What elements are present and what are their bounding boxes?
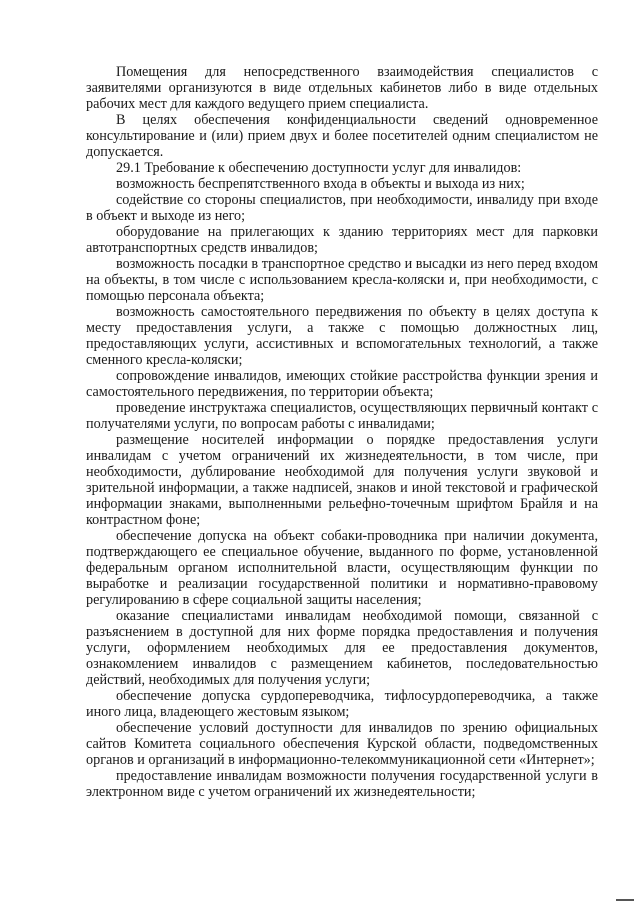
list-item-electronic: предоставление инвалидам возможности получения государственной услуги в электронном виде с учетом ограничений их жизнедеятельности; (86, 768, 598, 800)
list-item-entrance: возможность беспрепятственного входа в объекты и выхода из них; (116, 176, 525, 192)
list-item-sign-interpreter: обеспечение допуска сурдопереводчика, тифлосурдопереводчика, а также иного лица, владеющего жестовым языком; (86, 688, 598, 720)
paragraph-confidentiality: В целях обеспечения конфиденциальности сведений одновременное консультирование и (или) прием двух и более посетителей одним специалистом не допускается. (86, 112, 598, 160)
paragraph-section-29-1: 29.1 Требование к обеспечению доступности услуг для инвалидов: (116, 160, 522, 176)
scan-mark (616, 899, 634, 901)
list-item-movement: возможность самостоятельного передвижения по объекту в целях доступа к месту предоставления услуги, а также с помощью должностных лиц, предоставляющих услуги, ассистивных и вспомогательных технологий, а также сменного кресла-коляски; (86, 304, 598, 368)
list-item-parking: оборудование на прилегающих к зданию территориях мест для парковки автотранспортных средств инвалидов; (86, 224, 598, 256)
list-item-escort: сопровождение инвалидов, имеющих стойкие расстройства функции зрения и самостоятельного передвижения, по территории объекта; (86, 368, 598, 400)
list-item-briefing: проведение инструктажа специалистов, осуществляющих первичный контакт с получателями услуги, по вопросам работы с инвалидами; (86, 400, 598, 432)
list-item-information: размещение носителей информации о порядке предоставления услуги инвалидам с учетом ограничений их жизнедеятельности, в том числе, при необходимости, дублирование необходимой для получения услуги звуковой и зрительной информации, а также надписей, знаков и иной текстовой и графической информации знаками, выполненными рельефно-точечным шрифтом Брайля и на контрастном фоне; (86, 432, 598, 528)
paragraph-premises: Помещения для непосредственного взаимодействия специалистов с заявителями организуются в виде отдельных кабинетов либо в виде отдельных рабочих мест для каждого ведущего прием специалиста. (86, 64, 598, 112)
list-item-assistance: содействие со стороны специалистов, при необходимости, инвалиду при входе в объект и выходе из него; (86, 192, 598, 224)
list-item-guide-dog: обеспечение допуска на объект собаки-проводника при наличии документа, подтверждающего ее специальное обучение, выданного по форме, установленной федеральным органом исполнительной власти, осуществляющим функции по выработке и реализации государственной политики и нормативно-правовому регулированию в сфере социальной защиты населения; (86, 528, 598, 608)
list-item-specialist-help: оказание специалистами инвалидам необходимой помощи, связанной с разъяснением в доступной для них форме порядка предоставления и получения услуги, оформлением необходимых для ее предоставления документов, ознакомлением инвалидов с размещением кабинетов, последовательностью действий, необходимых для получения услуги; (86, 608, 598, 688)
list-item-websites: обеспечение условий доступности для инвалидов по зрению официальных сайтов Комитета социального обеспечения Курской области, подведомственных органов и организаций в информационно-телекоммуникационной сети «Интернет»; (86, 720, 598, 768)
document-body (86, 64, 598, 800)
list-item-transport: возможность посадки в транспортное средство и высадки из него перед входом на объекты, в том числе с использованием кресла-коляски и, при необходимости, с помощью персонала объекта; (86, 256, 598, 304)
